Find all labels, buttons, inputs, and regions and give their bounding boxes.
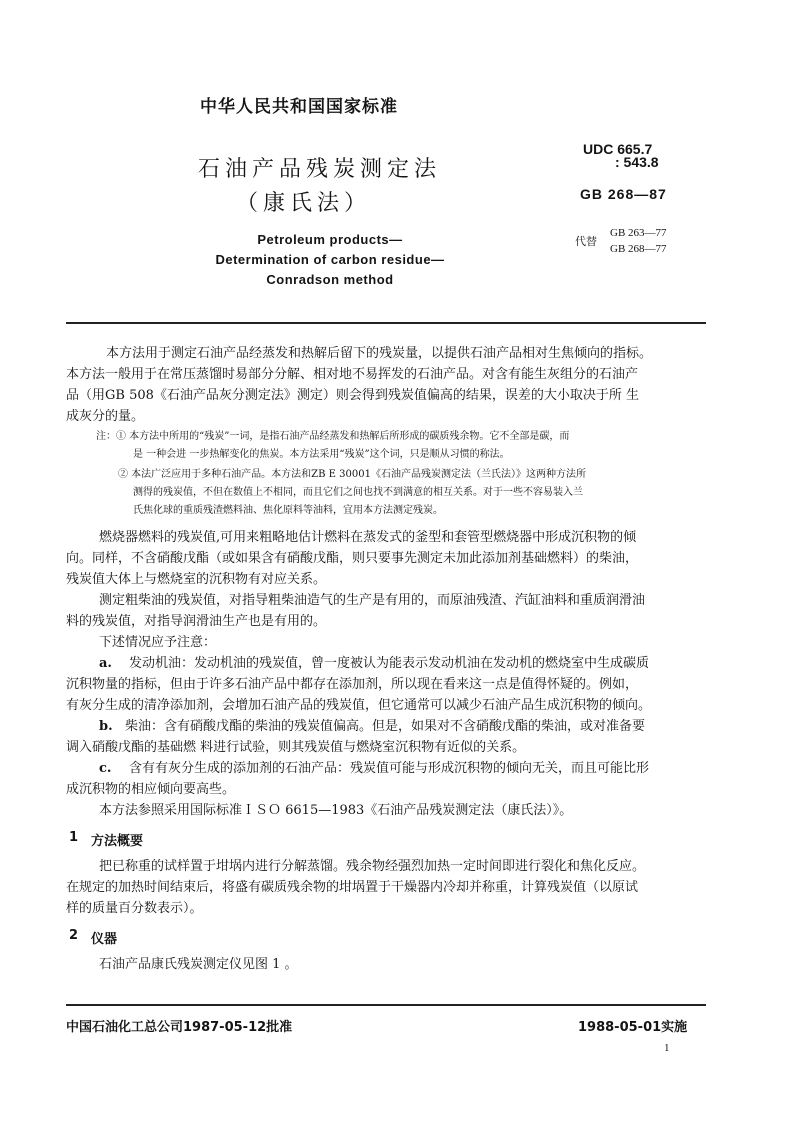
intro-paragraph-5: 本方法参照采用国际标准ＩＳＯ 6615—1983《石油产品残炭测定法（康氏法）》。 <box>99 803 573 818</box>
item-c-line: 成沉积物的相应倾向要高些。 <box>66 782 236 797</box>
item-b-line: 调入硝酸戊酯的基础燃 料进行试验，则其残炭值与燃烧室沉积物有近似的关系。 <box>66 740 526 755</box>
note-2-line: 氏焦化球的重质残渣燃料油、焦化原料等油料，宜用本方法测定残炭。 <box>133 505 443 516</box>
effective-date-line: 1988-05-01实施 <box>578 1020 688 1035</box>
replaced-standard: GB 263—77 <box>610 227 667 239</box>
english-title <box>200 230 460 290</box>
note-2-line: 测得的残炭值，不但在数值上不相同，而且它们之间也找不到满意的相互关系。对于一些不容易装入兰 <box>133 487 583 498</box>
item-a-line: 有灰分生成的清净添加剂，会增加石油产品的残炭值，但它通常可以减少石油产品生成沉积物的倾向。 <box>66 698 652 713</box>
item-a-line: 沉积物量的指标，但由于许多石油产品中都存在添加剂，所以现在看来这一点是值得怀疑的。例如， <box>66 677 639 692</box>
intro-paragraph-1-line: 品（用GB 508《石油产品灰分测定法》测定）则会得到残炭值偏高的结果，误差的大小取决于所 生 <box>66 388 640 403</box>
note-1-line: 注：① 本方法中所用的“残炭”一词，是指石油产品经蒸发和热解后所形成的碳质残余物。它不全部是碳，而 <box>96 431 570 442</box>
item-c-first-line: 含有有灰分生成的添加剂的石油产品：残炭值可能与形成沉积物的倾向无关，而且可能比形 <box>129 761 650 776</box>
section-2-number: 2 <box>69 928 79 943</box>
section-1-heading: 方法概要 <box>91 834 144 849</box>
udc-line-2: : 543.8 <box>615 154 659 170</box>
intro-paragraph-2-first-line: 燃烧器燃料的残炭值,可用来粗略地估计燃料在蒸发式的釜型和套管型燃烧器中形成沉积物的倾 <box>99 530 637 545</box>
replaced-standard: GB 268—77 <box>610 243 667 255</box>
intro-paragraph-1-line: 本方法一般用于在常压蒸馏时易部分分解、相对地不易挥发的石油产品。对含有能生灰组分的石油产 <box>66 367 639 382</box>
gb-code: GB 268—87 <box>580 186 667 202</box>
note-2-line: ② 本法广泛应用于多种石油产品。本方法和ZB E 30001《石油产品残炭测定法（兰氏法）》这两种方法所 <box>118 469 586 480</box>
page-number: 1 <box>664 1042 670 1054</box>
item-b-label: b. <box>99 719 113 734</box>
header-divider <box>66 322 706 324</box>
section-2-text: 石油产品康氏残炭测定仪见图 1 。 <box>99 957 298 972</box>
intro-paragraph-3-first-line: 测定粗柴油的残炭值，对指导粗柴油造气的生产是有用的，而原油残渣、汽缸油料和重质润滑油 <box>99 593 646 608</box>
note-1-line: 是 一种会进 一步热解变化的焦炭。本方法采用“残炭”这个词，只是顺从习惯的称法。 <box>133 449 510 460</box>
intro-paragraph-1-line: 成灰分的量。 <box>66 409 145 424</box>
english-title-line: Conradson method <box>266 272 394 287</box>
intro-paragraph-1-first-line: 本方法用于测定石油产品经蒸发和热解后留下的残炭量，以提供石油产品相对生焦倾向的指标。 <box>106 346 653 361</box>
intro-paragraph-4: 下述情况应予注意： <box>99 635 217 650</box>
intro-paragraph-2-line: 向。同样，不含硝酸戊酯（或如果含有硝酸戊酯，则只要事先测定未加此添加剂基础燃料）的柴油， <box>66 551 639 566</box>
intro-paragraph-2-line: 残炭值大体上与燃烧室的沉积物有对应关系。 <box>66 572 327 587</box>
section-2-heading: 仪器 <box>91 932 118 947</box>
document-subtitle: （康氏法） <box>236 191 372 216</box>
standard-title: 中华人民共和国国家标准 <box>200 97 398 117</box>
udc-line-1: UDC 665.7 <box>583 141 653 157</box>
document-title: 石油产品残炭测定法 <box>198 157 442 182</box>
section-1-text-line: 样的质量百分数表示）。 <box>66 901 203 916</box>
section-1-text-line: 在规定的加热时间结束后，将盛有碳质残余物的坩埚置于干燥器内冷却并称重，计算残炭值（以原试 <box>66 880 639 895</box>
english-title-line: Petroleum products— <box>257 232 403 247</box>
section-1-text-first-line: 把已称重的试样置于坩埚内进行分解蒸馏。残余物经强烈加热一定时间即进行裂化和焦化反应。 <box>99 859 646 874</box>
replaced-standards <box>610 225 667 257</box>
footer-divider <box>66 1004 706 1006</box>
replaces-label: 代替 <box>575 235 597 248</box>
intro-paragraph-3-line: 料的残炭值，对指导润滑油生产也是有用的。 <box>66 614 327 629</box>
udc-code <box>583 143 659 169</box>
item-a-first-line: 发动机油：发动机油的残炭值，曾一度被认为能表示发动机油在发动机的燃烧室中生成碳质 <box>129 656 650 671</box>
section-1-number: 1 <box>69 830 79 845</box>
approval-line: 中国石油化工总公司1987-05-12批准 <box>66 1020 293 1035</box>
item-a-label: a. <box>99 656 112 671</box>
item-c-label: c. <box>99 761 112 776</box>
english-title-line: Determination of carbon residue— <box>215 252 445 267</box>
item-b-first-line: 柴油：含有硝酸戊酯的柴油的残炭值偏高。但是，如果对不含硝酸戊酯的柴油，或对准备要 <box>125 719 646 734</box>
